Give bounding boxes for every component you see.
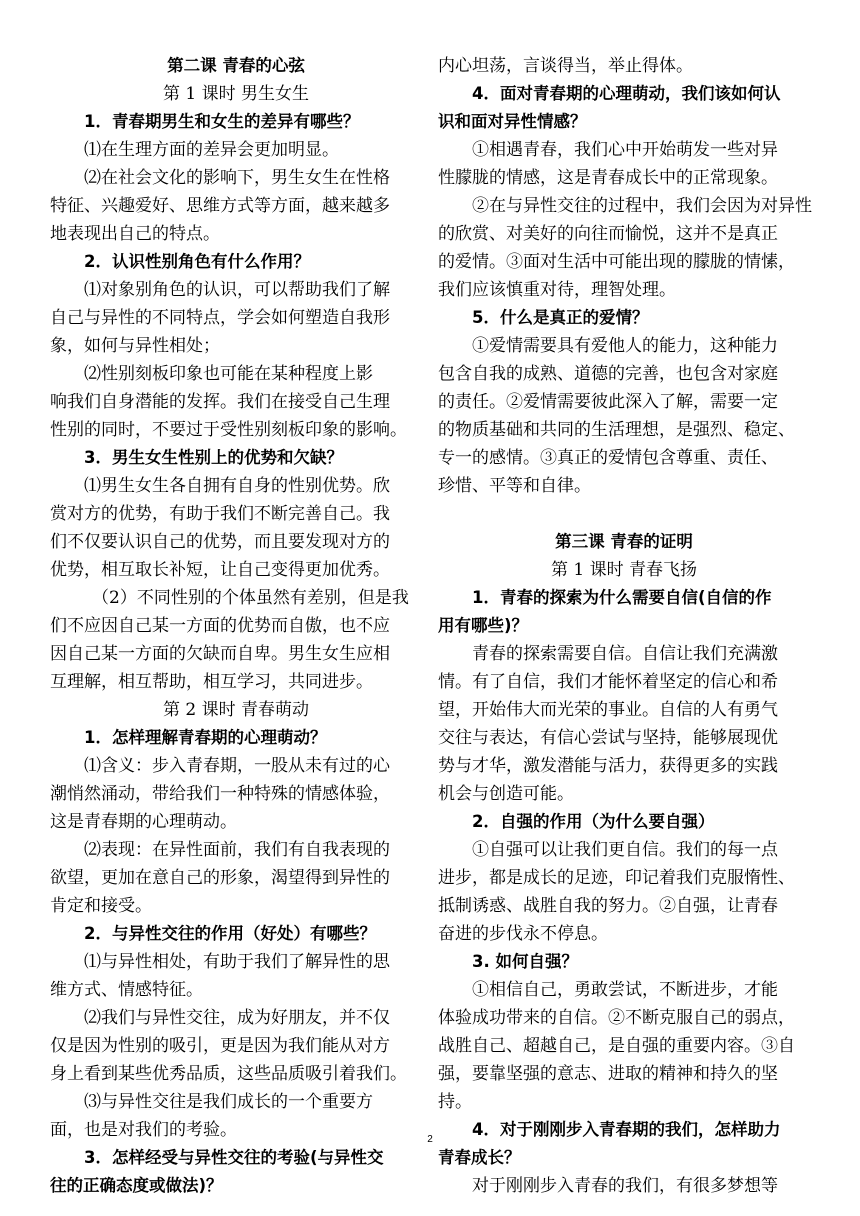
question-heading: 用有哪些)？ [438, 616, 529, 635]
question-heading: 3．男生女生性别上的优势和欠缺？ [84, 448, 343, 467]
text-line: ⑴男生女生各自拥有自身的性别优势。欣 [84, 476, 390, 496]
text-line: 仅是因为性别的吸引，更是因为我们能从对方 [50, 1036, 390, 1056]
question-heading: 3．怎样经受与异性交往的考验(与异性交 [84, 1148, 384, 1167]
text-line: 们不仅要认识自己的优势，而且要发现对方的 [50, 532, 390, 552]
question-heading: 2．自强的作用（为什么要自强） [472, 812, 715, 831]
text-line: ②在与异性交往的过程中，我们会因为对异性 [472, 196, 812, 216]
page-number: 2 [427, 1134, 433, 1145]
text-line: 交往与表达，有信心尝试与坚持，能够展现优 [438, 728, 778, 748]
text-line: 内心坦荡，言谈得当，举止得体。 [438, 56, 693, 76]
text-line: 持。 [438, 1092, 472, 1112]
question-heading: 4．面对青春期的心理萌动，我们该如何认 [472, 84, 781, 103]
question-heading: 1．青春期男生和女生的差异有哪些？ [84, 112, 360, 131]
text-line: ①自强可以让我们更自信。我们的每一点 [472, 840, 778, 860]
left-column [50, 52, 422, 1200]
section-title: 第 2 课时 青春萌动 [162, 700, 310, 720]
text-line: 对于刚刚步入青春的我们，有很多梦想等 [472, 1176, 778, 1196]
right-column [438, 52, 810, 1200]
text-line: 自己与异性的不同特点，学会如何塑造自我形 [50, 308, 390, 328]
question-heading: 青春成长？ [438, 1148, 521, 1167]
text-line: 潮悄然涌动，带给我们一种特殊的情感体验， [50, 784, 390, 804]
text-line: 响我们自身潜能的发挥。我们在接受自己生理 [50, 392, 390, 412]
text-line: ⑵性别刻板印象也可能在某种程度上影 [84, 364, 373, 384]
question-heading: 3. 如何自强？ [472, 952, 578, 971]
section-title: 第 1 课时 男生女生 [162, 84, 310, 104]
text-line: 欲望，更加在意自己的形象，渴望得到异性的 [50, 868, 390, 888]
text-line: 的欣赏、对美好的向往而愉悦，这并不是真正 [438, 224, 778, 244]
lesson-title: 第二课 青春的心弦 [167, 56, 305, 75]
text-line: ⑵表现：在异性面前，我们有自我表现的 [84, 840, 390, 860]
text-line: 势与才华，激发潜能与活力，获得更多的实践 [438, 756, 778, 776]
text-line: ⑴与异性相处，有助于我们了解异性的思 [84, 952, 390, 972]
text-line: 象，如何与异性相处； [50, 336, 220, 356]
question-heading: 1．怎样理解青春期的心理萌动？ [84, 728, 327, 747]
text-line: ⑴对象别角色的认识，可以帮助我们了解 [84, 280, 390, 300]
text-line: 的物质基础和共同的生活理想，是强烈、稳定、 [438, 420, 795, 440]
text-line: 的责任。②爱情需要彼此深入了解，需要一定 [438, 392, 778, 412]
text-line: 战胜自己、超越自己，是自强的重要内容。③自 [438, 1036, 795, 1056]
question-heading: 5．什么是真正的爱情？ [472, 308, 649, 327]
text-line: ⑵在社会文化的影响下，男生女生在性格 [84, 168, 390, 188]
text-line: 的爱情。③面对生活中可能出现的朦胧的情愫， [438, 252, 795, 272]
text-line: 身上看到某些优秀品质，这些品质吸引着我们。 [50, 1064, 407, 1084]
text-line: ①相遇青春，我们心中开始萌发一些对异 [472, 140, 778, 160]
text-line: 情。有了自信，我们才能怀着坚定的信心和希 [438, 672, 778, 692]
text-line: 肯定和接受。 [50, 896, 152, 916]
text-line: （2）不同性别的个体虽然有差别，但是我 [92, 588, 409, 608]
text-line: 们不应因自己某一方面的优势而自傲，也不应 [50, 616, 390, 636]
text-line: 奋进的步伐永不停息。 [438, 924, 608, 944]
text-line: 体验成功带来的自信。②不断克服自己的弱点， [438, 1008, 795, 1028]
text-line: 性别的同时，不要过于受性别刻板印象的影响。 [50, 420, 407, 440]
question-heading: 2．与异性交往的作用（好处）有哪些？ [84, 924, 376, 943]
text-line: ⑴含义：步入青春期，一股从未有过的心 [84, 756, 390, 776]
text-line: 青春的探索需要自信。自信让我们充满激 [472, 644, 778, 664]
question-heading: 往的正确态度或做法)？ [50, 1176, 223, 1195]
text-line: 赏对方的优势，有助于我们不断完善自己。我 [50, 504, 390, 524]
text-line: 望，开始伟大而光荣的事业。自信的人有勇气 [438, 700, 778, 720]
text-line: ⑶与异性交往是我们成长的一个重要方 [84, 1092, 373, 1112]
text-line: 专一的感情。③真正的爱情包含尊重、责任、 [438, 448, 778, 468]
text-line: ⑴在生理方面的差异会更加明显。 [84, 140, 339, 160]
blank-line [438, 500, 810, 528]
text-line: 珍惜、平等和自律。 [438, 476, 591, 496]
text-line: 因自己某一方面的欠缺而自卑。男生女生应相 [50, 644, 390, 664]
text-line: ⑵我们与异性交往，成为好朋友，并不仅 [84, 1008, 390, 1028]
question-heading: 1．青春的探索为什么需要自信(自信的作 [472, 588, 772, 607]
text-line: ①爱情需要具有爱他人的能力，这种能力 [472, 336, 778, 356]
text-line: 包含自我的成熟、道德的完善，也包含对家庭 [438, 364, 778, 384]
text-line: 面，也是对我们的考验。 [50, 1120, 237, 1140]
text-line: 维方式、情感特征。 [50, 980, 203, 1000]
question-heading: 识和面对异性情感？ [438, 112, 587, 131]
text-line: 性朦胧的情感，这是青春成长中的正常现象。 [438, 168, 778, 188]
text-line: 进步，都是成长的足迹，印记着我们克服惰性、 [438, 868, 795, 888]
text-line: 地表现出自己的特点。 [50, 224, 220, 244]
lesson-title: 第三课 青春的证明 [555, 532, 693, 551]
text-line: 强，要靠坚强的意志、进取的精神和持久的坚 [438, 1064, 778, 1084]
text-line: 抵制诱惑、战胜自我的努力。②自强，让青春 [438, 896, 778, 916]
text-line: 这是青春期的心理萌动。 [50, 812, 237, 832]
text-line: 互理解，相互帮助，相互学习，共同进步。 [50, 672, 373, 692]
text-line: 我们应该慎重对待，理智处理。 [438, 280, 676, 300]
question-heading: 4．对于刚刚步入青春期的我们，怎样助力 [472, 1120, 781, 1139]
text-line: 优势，相互取长补短，让自己变得更加优秀。 [50, 560, 390, 580]
text-line: 机会与创造可能。 [438, 784, 574, 804]
text-line: 特征、兴趣爱好、思维方式等方面，越来越多 [50, 196, 390, 216]
text-line: ①相信自己，勇敢尝试，不断进步，才能 [472, 980, 778, 1000]
question-heading: 2．认识性别角色有什么作用？ [84, 252, 310, 271]
section-title: 第 1 课时 青春飞扬 [550, 560, 698, 580]
